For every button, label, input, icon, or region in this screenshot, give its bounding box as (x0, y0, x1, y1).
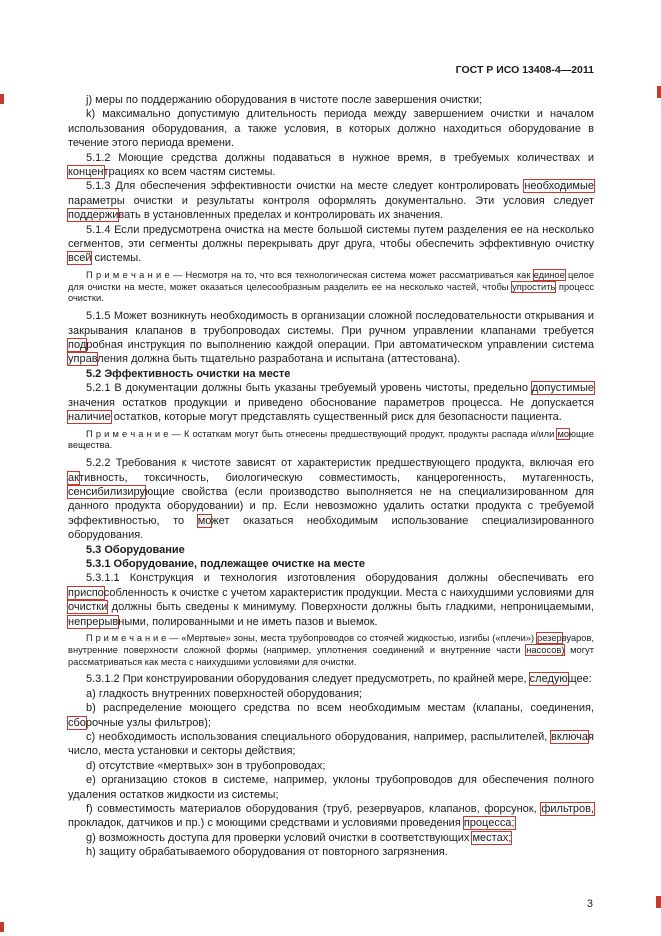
red-annotation-box: ак (68, 471, 80, 484)
red-annotation-box: наличие (68, 411, 111, 424)
list-item: h) защиту обрабатываемого оборудования от повторного загрязнения. (86, 846, 448, 859)
red-annotation-box: приспо (68, 586, 104, 599)
list-item: g) возможность доступа для проверки условий очистки в соответствующих местах; (86, 831, 512, 844)
red-annotation-box: очистки (68, 601, 108, 614)
red-edge-mark-top-right (657, 86, 661, 98)
section-heading: 5.2 Эффективность очистки на месте (86, 367, 291, 380)
list-item: j) меры по поддержанию оборудования в чистоте после завершения очистки; (86, 94, 483, 106)
red-annotation-box: включа (550, 731, 589, 743)
red-annotation-box: необходимые (524, 180, 594, 193)
red-annotation-box: под (68, 339, 87, 352)
red-edge-mark-top-left (0, 94, 4, 104)
document-body (68, 93, 594, 860)
note-paragraph: П р и м е ч а н и е — Несмотря на то, что вся технологическая система может рассматриваться как единое целое для очистки на месте, может оказаться целесообразным разделить ее на несколько частей, чтобы упростить процесс очистки. (68, 269, 594, 304)
paragraph: 5.2.1 В документации должны быть указаны требуемый уровень чистоты, предельно допустимые значения остатков продукции и приведено обоснование параметров процесса. Не допускается наличие остатков, которые могут представлять существенный риск для безопасности пациента. (68, 382, 594, 424)
red-annotation-box: всей (68, 252, 92, 265)
red-annotation-box: непрерыв (68, 615, 119, 628)
red-annotation-box: мо (557, 428, 569, 439)
paragraph: 5.1.3 Для обеспечения эффективности очистки на месте следует контролировать необходимые параметры очистки и результаты контроля оформлять документально. Эти условия следует поддерживать в установленных пределах и контролировать их значения. (68, 180, 594, 222)
red-annotation-box: следую (529, 673, 568, 686)
list-item: k) максимально допустимую длительность периода между завершением очистки и началом использования оборудования, а также условия, в которых должно находиться оборудование в течение этого периода времени. (68, 108, 594, 150)
note-paragraph: П р и м е ч а н и е — «Мертвые» зоны, места трубопроводов со стоячей жидкостью, изгибы («плечи») резервуаров, внутренние поверхности сложной формы (например, уплотнения соединений и внутренние части насосов) могут рассматриваться как места с наихудшими условиями для очистки. (68, 632, 594, 667)
list-item: a) гладкость внутренних поверхностей оборудования; (86, 687, 363, 700)
paragraph: 5.3.1.1 Конструкция и технология изготовления оборудования должны обеспечивать его приспособленность к очистке с учетом характеристик продукции. Места с наихудшими условиями для очистки должны быть сведены к минимуму. Поверхности должны быть гладкими, непроницаемыми, непрерывными, полированными и не иметь пазов и выемок. (68, 572, 594, 628)
red-annotation-box: сбо (68, 716, 86, 729)
list-item: e) организацию стоков в системе, например, уклоны трубопроводов для обеспечения полного удаления остатков жидкости из системы; (68, 774, 594, 801)
red-annotation-box: концен (68, 166, 104, 179)
red-annotation-box: управ (68, 353, 98, 366)
red-annotation-box: допустимые (531, 382, 594, 395)
red-annotation-box: процесса; (463, 817, 515, 830)
red-annotation-box: единое (533, 269, 565, 280)
red-edge-mark-bottom-left (0, 922, 4, 932)
red-annotation-box: местах; (472, 831, 512, 844)
list-item: f) совместимость материалов оборудования (труб, резервуаров, клапанов, форсунок, фильтров, прокладок, датчиков и пр.) с моющими средствами и условиями проведения процесса; (68, 803, 594, 830)
document-header: ГОСТ Р ИСО 13408-4—2011 (455, 64, 594, 76)
red-annotation-box: резер (537, 632, 562, 643)
paragraph: 5.3.1.2 При конструировании оборудования следует предусмотреть, по крайней мере, следующее: (86, 673, 592, 686)
red-annotation-box: упростить (512, 281, 556, 292)
red-annotation-box: сенсибилизиру (68, 485, 146, 498)
red-annotation-box: фильтров, (541, 803, 594, 816)
paragraph: 5.2.2 Требования к чистоте зависят от характеристик предшествующего продукта, включая его активность, токсичность, биологическую совместимость, канцерогенность, мутагенность, сенсибилизирующие свойства (если производство выполняется не на специализированном для данного продукта оборудовании) и пр. Если невозможно удалить остатки продукта с требуемой эффективностью, то может оказаться необходимым использование специализированного оборудования. (68, 457, 594, 542)
list-item: c) необходимость использования специального оборудования, например, распылителей, включая число, места установки и секторы действия; (68, 731, 594, 758)
paragraph: 5.1.4 Если предусмотрена очистка на месте большой системы путем разделения ее на несколько сегментов, эти сегменты должны перекрывать друг друга, чтобы обеспечить эффективную очистку всей системы. (68, 223, 594, 265)
list-item: d) отсутствие «мертвых» зон в трубопроводах; (86, 759, 326, 772)
note-paragraph: П р и м е ч а н и е — К остаткам могут быть отнесены предшествующий продукт, продукты распада и/или моющие вещества. (68, 428, 594, 451)
list-item: b) распределение моющего средства по всем необходимым местам (клапаны, соединения, сборочные узлы фильтров); (68, 702, 594, 729)
red-annotation-box: насосов) (526, 644, 565, 655)
section-heading: 5.3.1 Оборудование, подлежащее очистке на месте (86, 557, 366, 570)
red-edge-mark-bottom-right (656, 896, 661, 908)
paragraph: 5.1.2 Моющие средства должны подаваться в нужное время, в требуемых количествах и концентрациях ко всем частям системы. (68, 151, 594, 179)
page-number: 3 (586, 898, 593, 910)
paragraph: 5.1.5 Может возникнуть необходимость в организации сложной последовательности открывания и закрывания клапанов в трубопроводах системы. При ручном управлении клапанами требуется подробная инструкция по выполнению каждой операции. При автоматическом управлении система управления должна быть тщательно разработана и испытана (аттестована). (68, 310, 594, 366)
section-heading: 5.3 Оборудование (86, 543, 185, 556)
red-annotation-box: поддержи (68, 209, 119, 222)
red-annotation-box: мо (197, 514, 212, 527)
